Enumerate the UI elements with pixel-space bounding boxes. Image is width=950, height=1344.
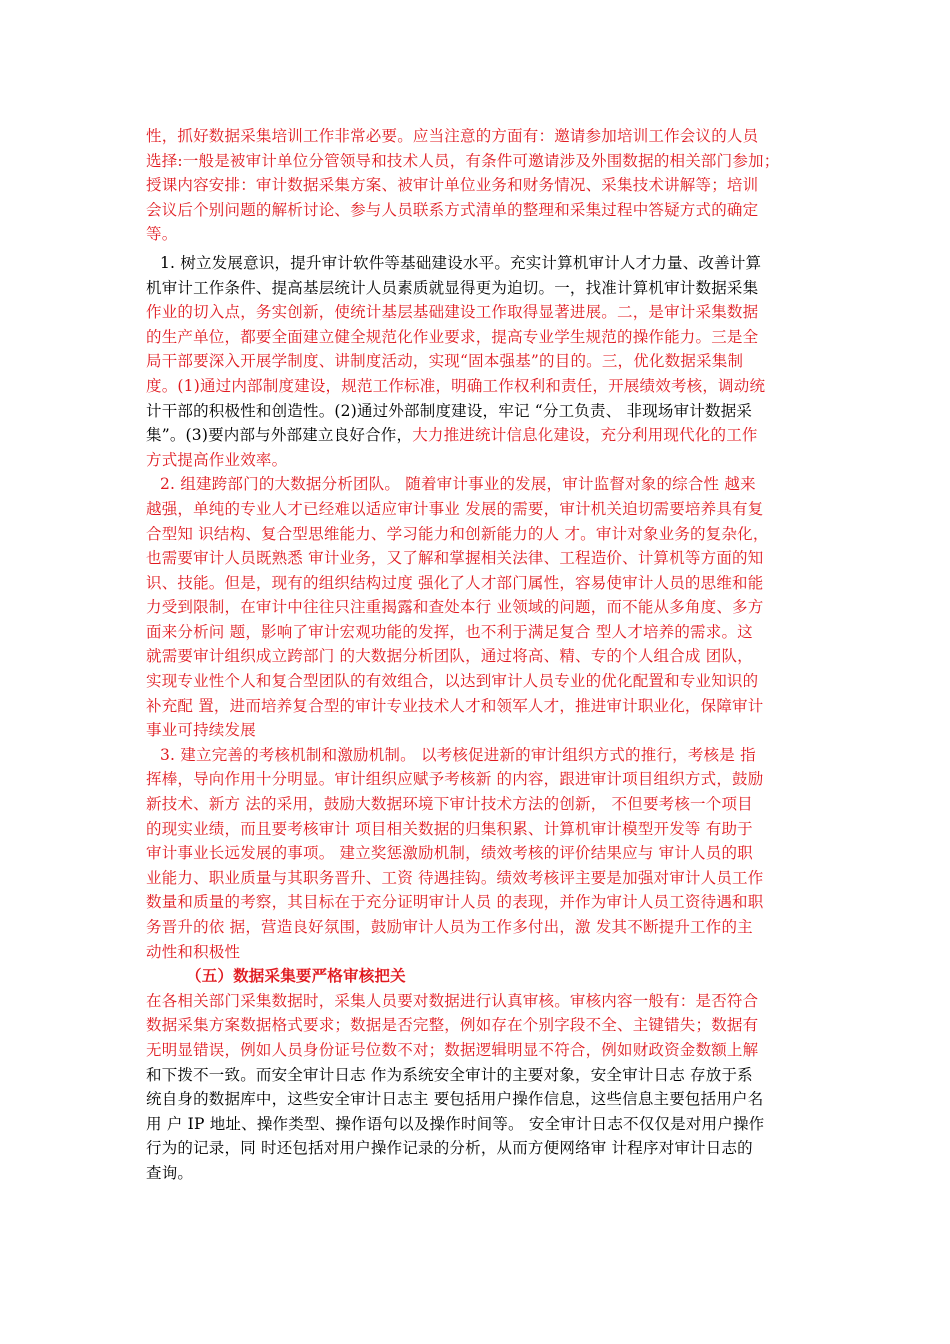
paragraph-item-1: [146, 251, 812, 472]
text-line: 统自身的数据库中，这些安全审计日志主 要包括用户操作信息，这些信息主要包括用户名: [146, 1090, 764, 1109]
text-line: 合型知 识结构、复合型思维能力、学习能力和创新能力的人 才。审计对象业务的复杂化，: [146, 524, 769, 543]
text-line: 局干部要深入开展学制度、讲制度活动，实现“固本强基”的目的。三，优化数据采集制: [146, 352, 744, 371]
text-line: 力受到限制，在审计中往往只注重揭露和查处本行 业领域的问题，而不能从多角度、多方: [146, 598, 764, 617]
text-line: 就需要审计组织成立跨部门 的大数据分析团队，通过将高、精、专的个人组合成 团队，: [146, 647, 753, 666]
text-line: 3. 建立完善的考核机制和激励机制。 以考核促进新的审计组织方式的推行，考核是 指: [160, 745, 756, 764]
paragraph-item-3: [146, 743, 812, 964]
text-line: 挥棒，导向作用十分明显。审计组织应赋予考核新 的内容，跟进审计项目组织方式，鼓励: [146, 770, 764, 789]
text-run: 集”。(3)要内部与外部建立良好合作，: [146, 426, 413, 445]
text-line: 授课内容安排：审计数据采集方案、被审计单位业务和财务情况、采集技术讲解等；培训: [146, 176, 759, 195]
text-line: 的生产单位，都要全面建立健全规范化作业要求，提高专业学生规范的操作能力。三是全: [146, 327, 759, 346]
text-line: 行为的记录，同 时还包括对用户操作记录的分析，从而方便网络审 计程序对审计日志的: [146, 1139, 753, 1158]
text-line: 审计事业长远发展的事项。 建立奖惩激励机制，绩效考核的评价结果应与 审计人员的职: [146, 844, 753, 863]
text-line: 的现实业绩，而且要考核审计 项目相关数据的归集积累、计算机审计模型开发等 有助于: [146, 819, 753, 838]
text-line: 2. 组建跨部门的大数据分析团队。 随着审计事业的发展，审计监督对象的综合性 越来: [160, 475, 756, 494]
text-line: 数据采集方案数据格式要求；数据是否完整，例如存在个别字段不全、主键错失；数据有: [146, 1016, 759, 1035]
text-line: 新技术、新方 法的采用，鼓励大数据环境下审计技术方法的创新， 不但要考核一个项目: [146, 795, 753, 814]
paragraph-training: [146, 124, 812, 247]
text-line: 越强，单纯的专业人才已经难以适应审计事业 发展的需要，审计机关迫切需要培养具有复: [146, 499, 764, 518]
text-line: 机审计工作条件、提高基层统计人员素质就显得更为迫切。一，找准计算机审计数据采集: [146, 278, 759, 297]
text-line: 用 户 IP 地址、操作类型、操作语句以及操作时间等。 安全审计日志不仅仅是对用户操作: [146, 1114, 765, 1133]
text-line: 会议后个别问题的解析讨论、参与人员联系方式清单的整理和采集过程中答疑方式的确定: [146, 200, 759, 219]
text-line: 动性和积极性: [146, 942, 241, 961]
text-line: 1. 树立发展意识，提升审计软件等基础建设水平。充实计算机审计人才力量、改善计算: [160, 253, 762, 272]
text-line: 选择:一般是被审计单位分管领导和技术人员，有条件可邀请涉及外围数据的相关部门参加；: [146, 151, 780, 170]
paragraph-data-review: [146, 989, 812, 1186]
text-line: 作业的切入点，务实创新，使统计基层基础建设工作取得显著进展。二，是审计采集数据: [146, 303, 759, 322]
text-line: 和下拨不一致。而安全审计日志 作为系统安全审计的主要对象，安全审计日志 存放于系: [146, 1065, 753, 1084]
text-line: 等。: [146, 225, 178, 244]
text-line: 务晋升的依 据，营造良好氛围，鼓励审计人员为工作多付出，激 发其不断提升工作的主: [146, 918, 753, 936]
document-page: [146, 124, 812, 1186]
text-line: 补充配 置，进而培养复合型的审计专业技术人才和领军人才，推进审计职业化，保障审计: [146, 696, 764, 715]
text-line: 识、技能。但是，现有的组织结构过度 强化了人才部门属性，容易使审计人员的思维和能: [146, 573, 764, 592]
paragraph-item-2: [146, 472, 812, 743]
text-run: 大力推进统计信息化建设，充分利用现代化的工作: [412, 426, 758, 445]
text-line: 在各相关部门采集数据时，采集人员要对数据进行认真审核。审核内容一般有：是否符合: [146, 991, 759, 1010]
section-heading: （五）数据采集要严格审核把关: [186, 966, 406, 986]
text-line: 无明显错误，例如人员身份证号位数不对；数据逻辑明显不符合，例如财政资金数额上解: [146, 1040, 759, 1059]
text-line: [146, 423, 812, 448]
text-line: 计干部的积极性和创造性。(2)通过外部制度建设，牢记 “分工负责、 非现场审计数据采: [146, 401, 753, 420]
text-line: 度。(1)通过内部制度建设，规范工作标准，明确工作权利和责任，开展绩效考核，调动统: [146, 376, 766, 395]
text-line: 性，抓好数据采集培训工作非常必要。应当注意的方面有：邀请参加培训工作会议的人员: [146, 127, 759, 145]
text-line: 业能力、职业质量与其职务晋升、工资 待遇挂钩。绩效考核评主要是加强对审计人员工作: [146, 868, 764, 887]
text-line: 也需要审计人员既熟悉 审计业务，又了解和掌握相关法律、工程造价、计算机等方面的知: [146, 549, 764, 568]
text-line: 实现专业性个人和复合型团队的有效组合，以达到审计人员专业的优化配置和专业知识的: [146, 672, 759, 691]
text-line: 事业可持续发展: [146, 721, 256, 740]
text-line: 查询。: [146, 1163, 194, 1182]
text-line: 方式提高作业效率。: [146, 450, 288, 469]
text-line: 数量和质量的考察，其目标在于充分证明审计人员 的表现，并作为审计人员工资待遇和职: [146, 893, 764, 912]
text-line: 面来分析问 题，影响了审计宏观功能的发挥，也不利于满足复合 型人才培养的需求。这: [146, 622, 753, 641]
